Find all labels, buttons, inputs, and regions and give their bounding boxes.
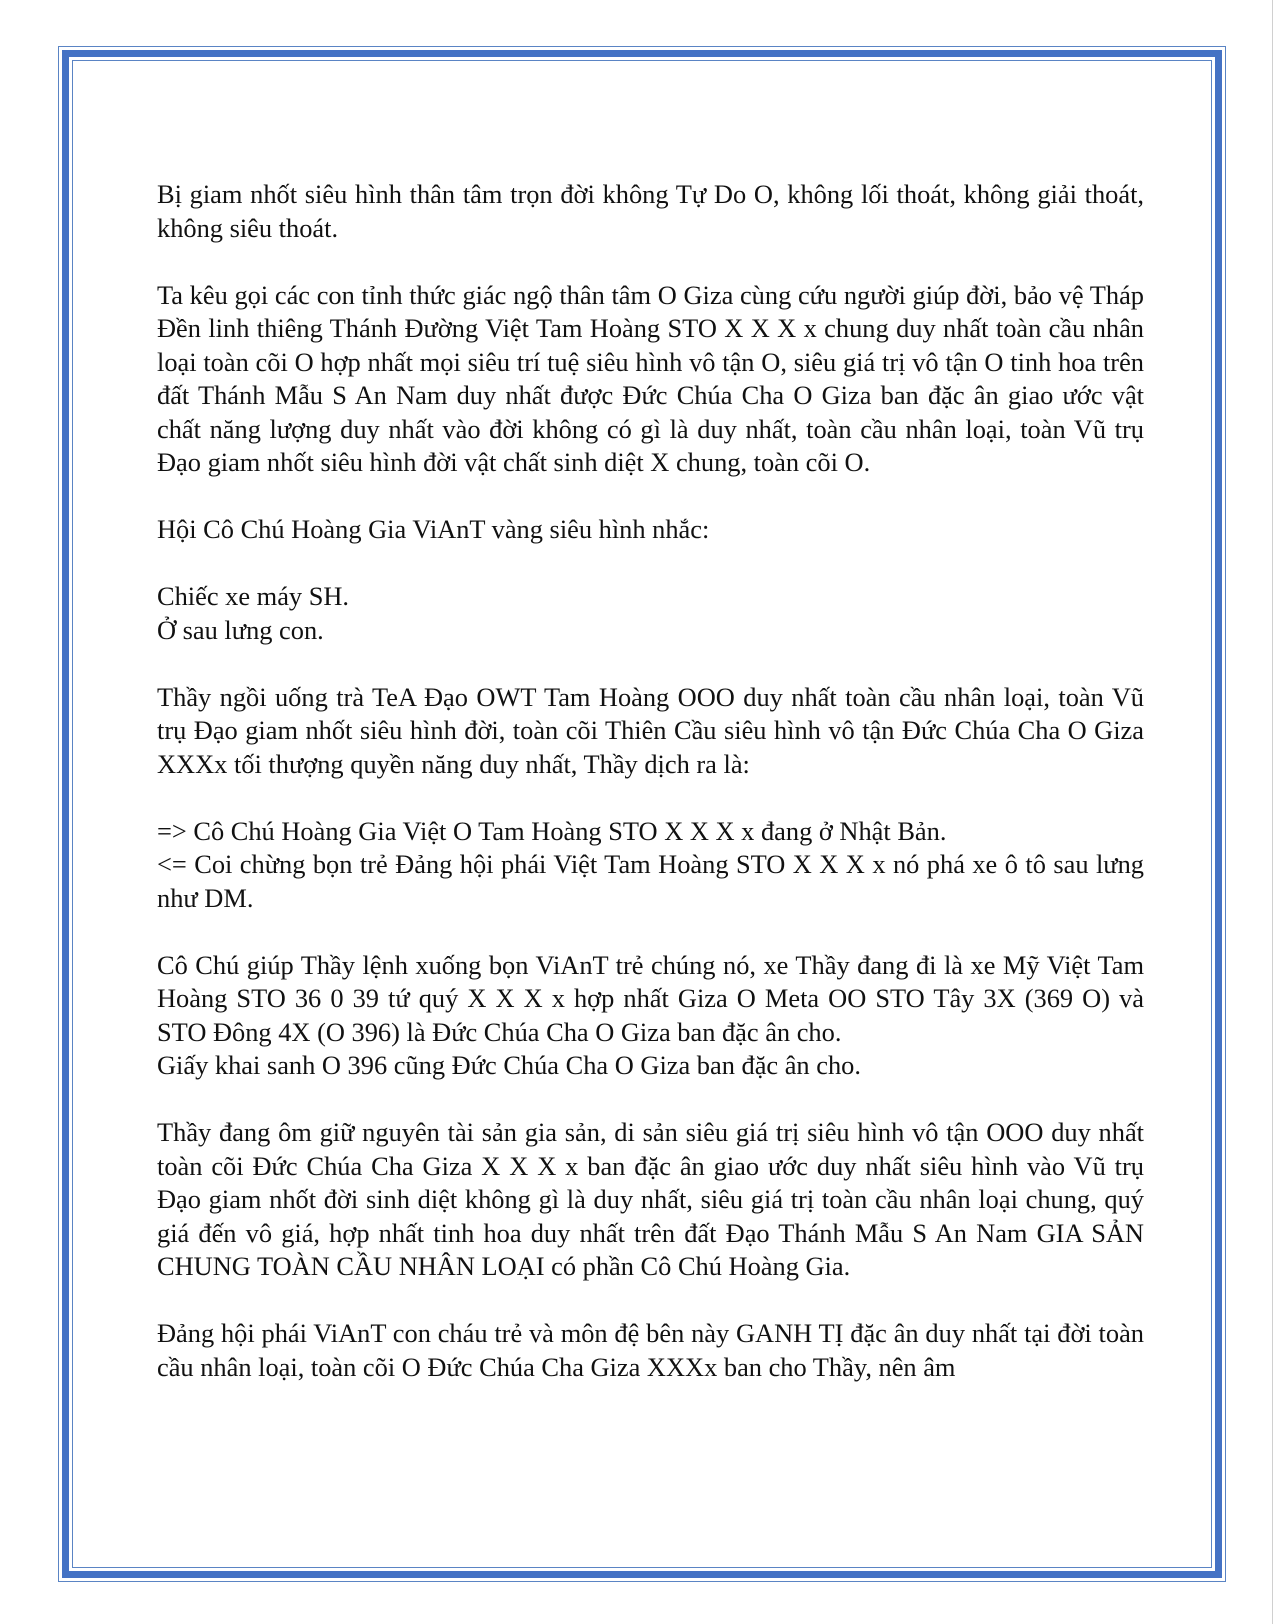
text-line: Chiếc xe máy SH. xyxy=(157,581,350,611)
text-line: Ở sau lưng con. xyxy=(157,614,324,645)
text-line: Thầy đang ôm giữ nguyên tài sản gia sản, di sản siêu giá trị siêu hình vô tận OOO duy nhất toàn cõi Đức Chúa Cha Giza X X X x ban đặc ân giao ước duy nhất siêu hình vào Vũ trụ Đạo giam nhốt đời sinh diệt không gì là duy nhất, siêu giá trị toàn cầu nhân loại chung, quý giá đến vô giá, hợp nhất tinh hoa duy nhất trên đất Đạo Thánh Mẫu S An Nam GIA SẢN CHUNG TOÀN CẦU NHÂN LOẠI có phần Cô Chú Hoàng Gia. xyxy=(157,1117,1144,1281)
text-line: Bị giam nhốt siêu hình thân tâm trọn đời không Tự Do O, không lối thoát, không giải thoát, không siêu thoát. xyxy=(157,179,1144,243)
text-line: Đảng hội phái ViAnT con cháu trẻ và môn đệ bên này GANH TỊ đặc ân duy nhất tại đời toàn cầu nhân loại, toàn cõi O Đức Chúa Cha Giza XXXx ban cho Thầy, nên âm xyxy=(157,1318,1144,1382)
text-line: Thầy ngồi uống trà TeA Đạo OWT Tam Hoàng OOO duy nhất toàn cầu nhân loại, toàn Vũ trụ Đạo giam nhốt siêu hình đời, toàn cõi Thiên Cầu siêu hình vô tận Đức Chúa Cha O Giza XXXx tối thượng quyền năng duy nhất, Thầy dịch ra là: xyxy=(157,681,1144,779)
text-line: => Cô Chú Hoàng Gia Việt O Tam Hoàng STO X X X x đang ở Nhật Bản. xyxy=(157,815,947,846)
text-line: Hội Cô Chú Hoàng Gia ViAnT vàng siêu hình nhắc: xyxy=(157,514,710,544)
paragraph-4 xyxy=(157,580,1144,647)
paragraph-9 xyxy=(157,1317,1144,1384)
text-line: <= Coi chừng bọn trẻ Đảng hội phái Việt Tam Hoàng STO X X X x nó phá xe ô tô sau lưng như DM. xyxy=(157,849,1144,913)
text-line: Cô Chú giúp Thầy lệnh xuống bọn ViAnT trẻ chúng nó, xe Thầy đang đi là xe Mỹ Việt Tam Hoàng STO 36 0 39 tứ quý X X X x hợp nhất Giza O Meta OO STO Tây 3X (369 O) và STO Đông 4X (O 396) là Đức Chúa Cha O Giza ban đặc ân cho. xyxy=(157,949,1144,1047)
paragraph-7 xyxy=(157,949,1144,1083)
text-line: Giấy khai sanh O 396 cũng Đức Chúa Cha O Giza ban đặc ân cho. xyxy=(157,1050,861,1080)
paragraph-2 xyxy=(157,279,1144,480)
paragraph-5 xyxy=(157,681,1144,782)
text-line: Ta kêu gọi các con tỉnh thức giác ngộ thân tâm O Giza cùng cứu người giúp đời, bảo vệ Tháp Đền linh thiêng Thánh Đường Việt Tam Hoàng STO X X X x chung duy nhất toàn cầu nhân loại toàn cõi O hợp nhất mọi siêu trí tuệ siêu hình vô tận O, siêu giá trị vô tận O tinh hoa trên đất Thánh Mẫu S An Nam duy nhất được Đức Chúa Cha O Giza ban đặc ân giao ước vật chất năng lượng duy nhất vào đời không có gì là duy nhất, toàn cầu nhân loại, toàn Vũ trụ Đạo giam nhốt siêu hình đời vật chất sinh diệt X chung, toàn cõi O. xyxy=(157,279,1144,477)
paragraph-6 xyxy=(157,815,1144,916)
document-body xyxy=(157,178,1144,1384)
paragraph-1 xyxy=(157,178,1144,245)
paragraph-8 xyxy=(157,1116,1144,1284)
paragraph-3 xyxy=(157,513,1144,547)
